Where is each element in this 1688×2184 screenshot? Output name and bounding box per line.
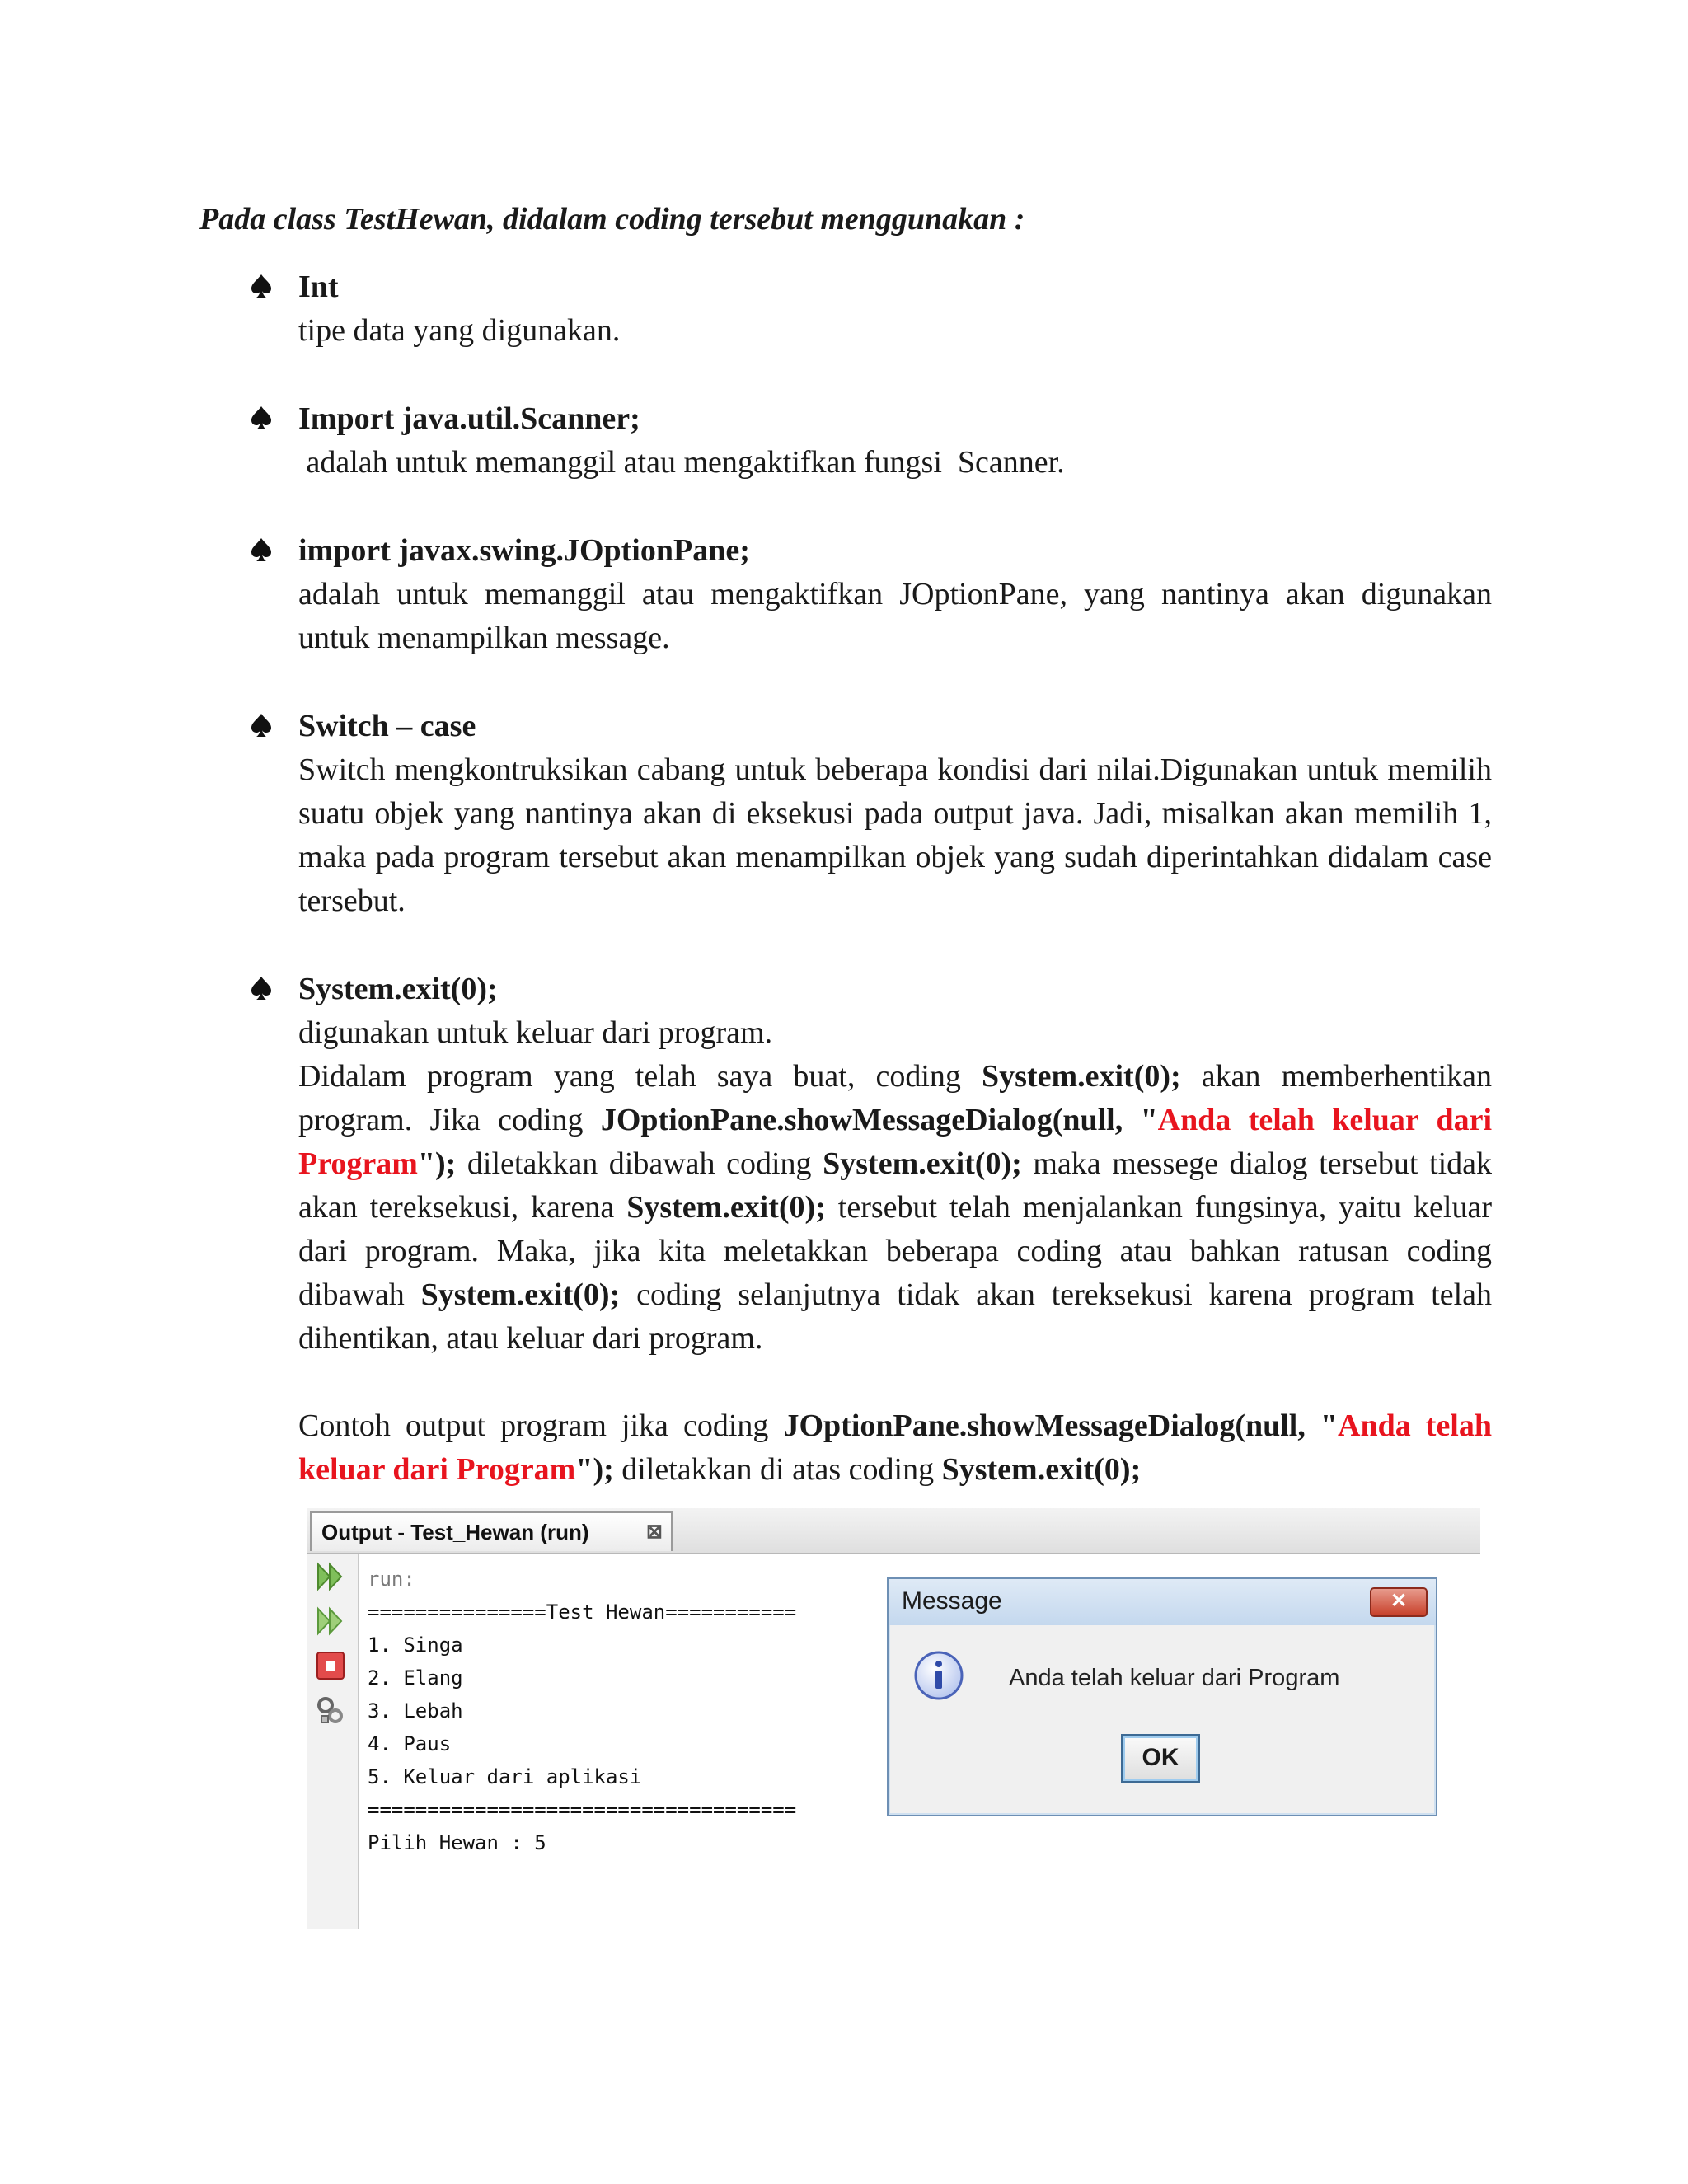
spade-bullet-icon <box>251 713 272 738</box>
spade-bullet-icon <box>251 976 272 1001</box>
text-run: diletakkan di atas coding <box>613 1452 942 1487</box>
output-window-screenshot <box>307 1508 1480 1929</box>
code-run: "); <box>417 1146 457 1181</box>
output-tab[interactable] <box>310 1511 673 1551</box>
code-run: JOptionPane.showMessageDialog(null, " <box>783 1408 1339 1443</box>
exit-explanation-paragraph <box>298 1055 1492 1361</box>
rerun-icon[interactable] <box>315 1561 346 1592</box>
code-run: System.exit(0); <box>420 1277 621 1312</box>
intro-heading: Pada class TestHewan, didalam coding tersebut menggunakan : <box>199 202 1025 237</box>
output-tab-bar <box>307 1508 1480 1554</box>
code-run: System.exit(0); <box>823 1146 1022 1181</box>
item-description: digunakan untuk keluar dari program. <box>298 1015 773 1050</box>
highlight-run: Anda telah keluar dari Program <box>298 1408 1492 1487</box>
item-term: Int <box>298 269 339 304</box>
code-run: JOptionPane.showMessageDialog(null, " <box>600 1103 1158 1137</box>
text-run: tersebut telah menjalankan fungsinya, yaitu keluar dari program. Maka, jika kita meletakkan beberapa coding atau bahkan ratusan coding dibawah <box>298 1190 1492 1312</box>
console-line: 5. Keluar dari aplikasi <box>368 1765 642 1788</box>
item-description: adalah untuk memanggil atau mengaktifkan JOptionPane, yang nantinya akan digunakan untuk menampilkan message. <box>298 577 1492 655</box>
console-line: ===============Test Hewan=========== <box>368 1601 797 1624</box>
code-run: "); <box>575 1452 614 1487</box>
ok-button[interactable]: OK <box>1121 1734 1200 1783</box>
console-line: 2. Elang <box>368 1666 463 1690</box>
text-run: maka messege dialog tersebut tidak akan tereksekusi, karena <box>298 1146 1492 1225</box>
info-icon <box>913 1650 964 1701</box>
console-line: run: <box>368 1568 415 1591</box>
console-line: 3. Lebah <box>368 1699 463 1722</box>
highlight-run: Anda telah keluar dari Program <box>298 1103 1493 1181</box>
dialog-title: Message <box>902 1587 1002 1615</box>
list-item <box>199 265 1492 353</box>
list-item <box>199 968 1492 1492</box>
console-line: ==================================== <box>368 1798 797 1821</box>
text-run: Didalam program yang telah saya buat, coding <box>298 1059 982 1094</box>
dialog-close-button[interactable]: ✕ <box>1370 1587 1428 1617</box>
tab-close-icon[interactable]: ⊠ <box>645 1521 663 1543</box>
text-run: coding selanjutnya tidak akan tereksekusi karena program telah dihentikan, atau keluar dari program. <box>298 1277 1493 1356</box>
message-dialog <box>887 1577 1437 1816</box>
code-run: System.exit(0); <box>626 1190 826 1225</box>
code-run: System.exit(0); <box>941 1452 1142 1487</box>
item-term: import javax.swing.JOptionPane; <box>298 533 750 568</box>
text-run: Contoh output program jika coding <box>298 1408 784 1443</box>
item-description: adalah untuk memanggil atau mengaktifkan fungsi Scanner. <box>298 445 1065 480</box>
item-term: Switch – case <box>298 709 476 743</box>
bullet-list <box>199 265 1492 1492</box>
item-description: tipe data yang digunakan. <box>298 313 621 348</box>
dialog-title-bar <box>889 1579 1436 1625</box>
output-toolbar <box>307 1554 359 1929</box>
list-item <box>199 529 1492 660</box>
console-line: 4. Paus <box>368 1732 452 1755</box>
rerun-with-options-icon[interactable] <box>315 1605 346 1637</box>
list-item <box>199 705 1492 923</box>
spade-bullet-icon <box>251 537 272 562</box>
output-tab-label: Output - Test_Hewan (run) <box>321 1520 589 1544</box>
document-body <box>199 196 1492 1536</box>
item-term: Import java.util.Scanner; <box>298 401 640 436</box>
list-item <box>199 397 1492 485</box>
console-line: 1. Singa <box>368 1633 463 1657</box>
console-line: Pilih Hewan : 5 <box>368 1831 546 1854</box>
dialog-message: Anda telah keluar dari Program <box>1009 1665 1340 1691</box>
item-description: Switch mengkontruksikan cabang untuk beberapa kondisi dari nilai.Digunakan untuk memilih suatu objek yang nantinya akan di eksekusi pada output java. Jadi, misalkan akan memilih 1, maka pada program tersebut akan menampilkan objek yang sudah diperintahkan didalam case tersebut. <box>298 752 1492 918</box>
spade-bullet-icon <box>251 405 272 430</box>
console-output <box>368 1563 796 1859</box>
item-term: System.exit(0); <box>298 972 498 1006</box>
settings-icon[interactable] <box>315 1694 346 1726</box>
text-run: akan memberhentikan program. Jika coding <box>298 1059 1492 1137</box>
example-paragraph <box>298 1404 1492 1492</box>
spade-bullet-icon <box>251 274 272 298</box>
stop-icon[interactable] <box>315 1650 346 1681</box>
code-run: System.exit(0); <box>982 1059 1181 1094</box>
text-run: diletakkan dibawah coding <box>456 1146 823 1181</box>
